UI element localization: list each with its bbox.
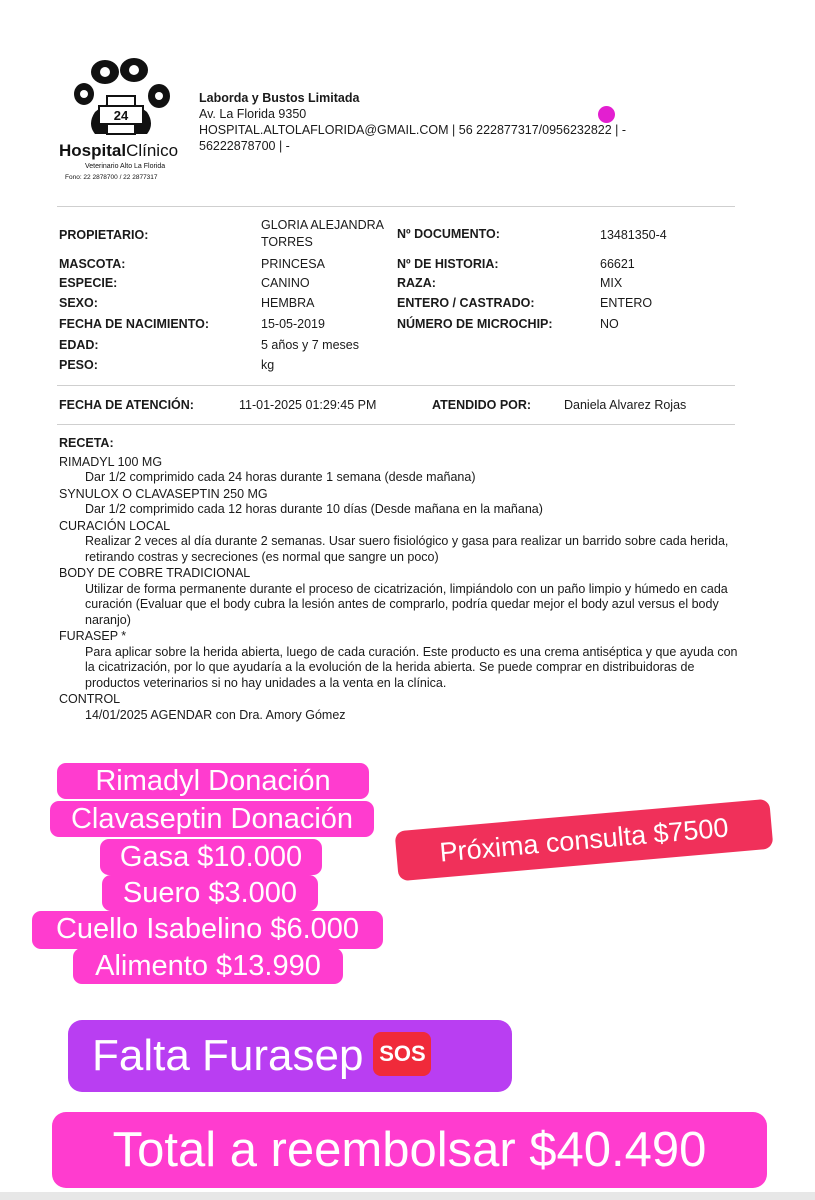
next-consult-label: Próxima consulta $7500 bbox=[395, 799, 774, 882]
attention-date-label: FECHA DE ATENCIÓN: bbox=[59, 398, 194, 412]
clinic-info bbox=[199, 90, 669, 154]
owner-value-1: GLORIA ALEJANDRA bbox=[261, 218, 384, 232]
attended-by-label: ATENDIDO POR: bbox=[432, 398, 532, 412]
neuter-value: ENTERO bbox=[600, 296, 653, 310]
pink-dot-marker bbox=[598, 106, 615, 123]
item-name: RIMADYL 100 MG bbox=[59, 454, 163, 469]
age-label: EDAD: bbox=[59, 338, 99, 352]
species-label: ESPECIE: bbox=[59, 276, 118, 290]
cost-line: Alimento $13.990 bbox=[73, 948, 343, 984]
logo-brand-bold: Hospital bbox=[59, 141, 127, 160]
prescription-item bbox=[59, 692, 739, 723]
clinic-contact-line1: HOSPITAL.ALTOLAFLORIDA@GMAIL.COM | 56 222877317/0956232822 | - bbox=[199, 123, 627, 137]
clinic-name: Laborda y Bustos Limitada bbox=[199, 91, 360, 105]
breed-label: RAZA: bbox=[397, 276, 436, 290]
item-name: CURACIÓN LOCAL bbox=[59, 518, 171, 533]
sos-icon: SOS bbox=[373, 1032, 431, 1076]
item-instruction: Realizar 2 veces al día durante 2 semanas. Usar suero fisiológico y gasa para realizar un barrido sobre cada herida, retirando costras y secreciones (es normal que sangre un poco) bbox=[85, 534, 729, 564]
prescription-item bbox=[59, 455, 739, 486]
item-name: SYNULOX O CLAVASEPTIN 250 MG bbox=[59, 486, 268, 501]
sex-label: SEXO: bbox=[59, 296, 98, 310]
birth-value: 15-05-2019 bbox=[261, 317, 325, 331]
clinic-address: Av. La Florida 9350 bbox=[199, 107, 307, 121]
divider bbox=[57, 385, 735, 386]
item-instruction: 14/01/2025 AGENDAR con Dra. Amory Gómez bbox=[85, 707, 346, 722]
chip-value: NO bbox=[600, 317, 619, 331]
item-instruction: Dar 1/2 comprimido cada 12 horas durante 10 días (Desde mañana en la mañana) bbox=[85, 502, 543, 516]
prescription-item bbox=[59, 566, 739, 628]
prescription-item bbox=[59, 519, 739, 566]
owner-value-2: TORRES bbox=[261, 235, 313, 249]
prescription-title: RECETA: bbox=[59, 436, 114, 450]
divider bbox=[57, 424, 735, 425]
item-name: BODY DE COBRE TRADICIONAL bbox=[59, 566, 251, 580]
logo-cross-number: 24 bbox=[113, 108, 129, 123]
birth-label: FECHA DE NACIMIENTO: bbox=[59, 317, 209, 331]
logo-subtitle: Veterinario Alto La Florida bbox=[85, 163, 166, 170]
logo-brand-light: Clínico bbox=[126, 141, 179, 160]
cost-line: Gasa $10.000 bbox=[100, 839, 322, 875]
bottom-edge bbox=[0, 1192, 815, 1200]
weight-value: kg bbox=[261, 358, 275, 372]
chip-label: NÚMERO DE MICROCHIP: bbox=[397, 317, 553, 331]
doc-label: Nº DOCUMENTO: bbox=[397, 227, 500, 241]
pet-label: MASCOTA: bbox=[59, 257, 126, 271]
svg-text:HospitalClínico bbox=[59, 141, 178, 160]
prescription-item bbox=[59, 629, 739, 691]
divider bbox=[57, 206, 735, 207]
sex-value: HEMBRA bbox=[261, 296, 315, 310]
missing-furasep-text: Falta Furasep bbox=[92, 1031, 364, 1080]
attended-by-value: Daniela Alvarez Rojas bbox=[564, 398, 687, 412]
total-refund-banner: Total a reembolsar $40.490 bbox=[52, 1112, 767, 1188]
species-value: CANINO bbox=[261, 276, 310, 290]
age-value: 5 años y 7 meses bbox=[261, 338, 359, 352]
breed-value: MIX bbox=[600, 276, 623, 290]
history-label: Nº DE HISTORIA: bbox=[397, 257, 499, 271]
missing-furasep-banner bbox=[68, 1020, 512, 1092]
history-value: 66621 bbox=[600, 257, 635, 271]
prescription bbox=[59, 436, 739, 723]
clinic-contact-line2: 56222878700 | - bbox=[199, 139, 290, 153]
owner-label: PROPIETARIO: bbox=[59, 228, 149, 242]
doc-value: 13481350-4 bbox=[600, 228, 667, 242]
donation-line: Clavaseptin Donación bbox=[50, 801, 374, 837]
item-instruction: Dar 1/2 comprimido cada 24 horas durante 1 semana (desde mañana) bbox=[85, 470, 476, 484]
attention-date-value: 11-01-2025 01:29:45 PM bbox=[239, 398, 377, 412]
cost-line: Cuello Isabelino $6.000 bbox=[32, 911, 383, 949]
item-instruction: Utilizar de forma permanente durante el proceso de cicatrización, limpiándolo con un paño limpio y húmedo en cada curación (Evaluar que el body cubra la lesión antes de comprarlo, podría quedar mejor el body azul versus el body naranjo) bbox=[85, 581, 728, 627]
cost-line: Suero $3.000 bbox=[102, 875, 318, 911]
pet-value: PRINCESA bbox=[261, 257, 325, 271]
logo-phone: Fono: 22 2878700 / 22 2877317 bbox=[65, 174, 158, 181]
clinic-logo bbox=[55, 52, 190, 187]
prescription-item bbox=[59, 487, 739, 518]
donation-line: Rimadyl Donación bbox=[57, 763, 369, 799]
weight-label: PESO: bbox=[59, 358, 98, 372]
item-instruction: Para aplicar sobre la herida abierta, luego de cada curación. Este producto es una crema antiséptica y que ayuda con la cicatrización, por lo que ayudaría a la evolución de la herida abierta. Se puede comprar en distribuidoras de productos veterinarios si no hay unidades a la venta en la clínica. bbox=[85, 644, 738, 690]
item-name: FURASEP * bbox=[59, 629, 127, 643]
neuter-label: ENTERO / CASTRADO: bbox=[397, 296, 535, 310]
item-name: CONTROL bbox=[59, 692, 121, 706]
